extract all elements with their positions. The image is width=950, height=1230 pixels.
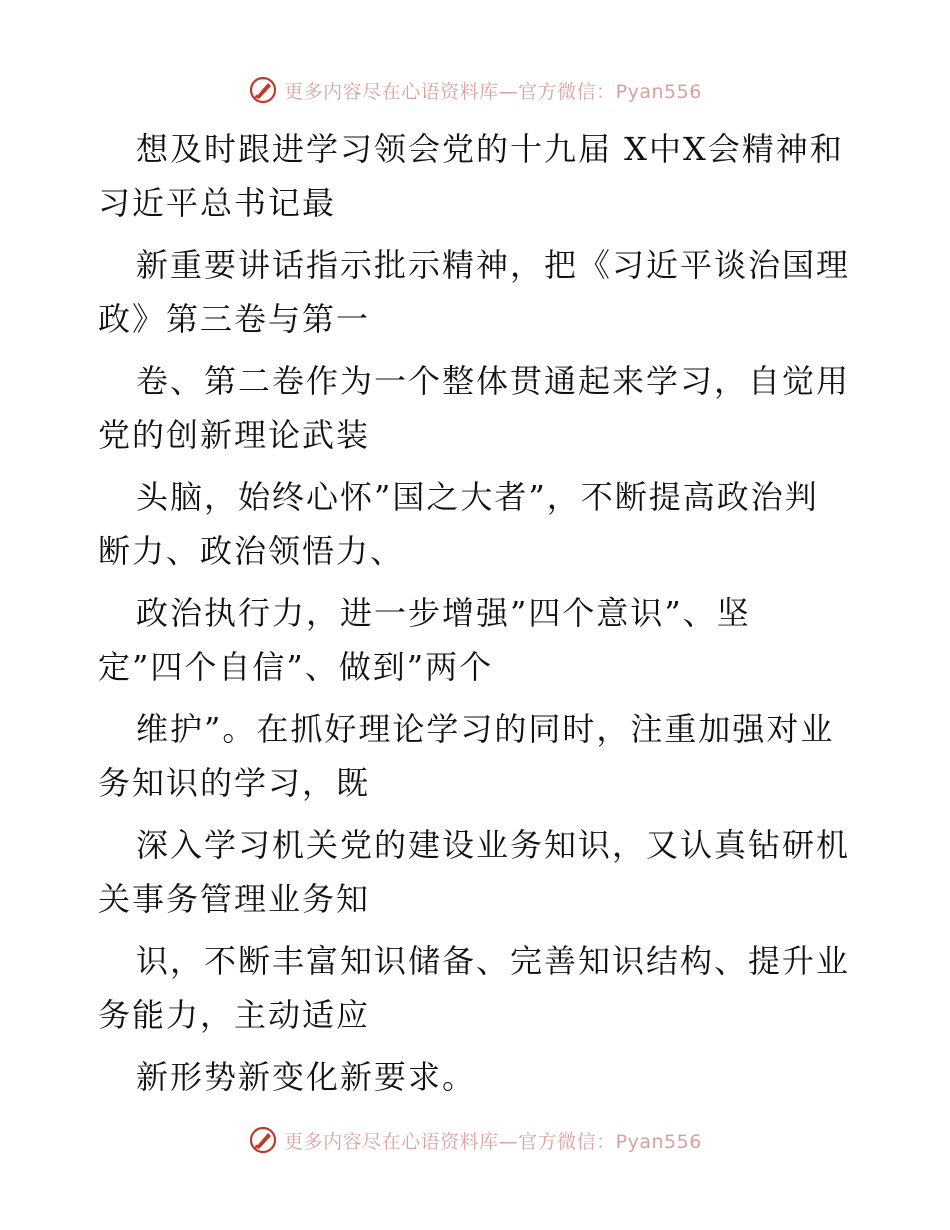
text-line-17: 新形势新变化新要求。 [136,1058,477,1096]
text-line-5: 卷、第二卷作为一个整体贯通起来学习，自觉用 [136,362,851,400]
text-line-2: 习近平总书记最 [98,184,337,222]
header-banner [0,70,950,110]
footer-banner-text: 更多内容尽在心语资料库—官方微信：Pyan556 [284,1130,702,1153]
quill-logo-icon [248,1125,278,1155]
text-line-12: 务知识的学习，既 [98,764,371,802]
text-line-7: 头脑，始终心怀”国之大者”，不断提高政治判 [136,478,819,516]
text-line-14: 关事务管理业务知 [98,880,371,918]
text-line-4: 政》第三卷与第一 [98,300,371,338]
text-line-16: 务能力，主动适应 [98,996,371,1034]
text-line-3: 新重要讲话指示批示精神，把《习近平谈治国理 [136,246,851,284]
header-banner-text: 更多内容尽在心语资料库—官方微信：Pyan556 [284,80,702,103]
text-line-13: 深入学习机关党的建设业务知识，又认真钻研机 [136,826,851,864]
quill-logo-icon [248,75,278,105]
body-text [98,122,858,1104]
text-line-9: 政治执行力，进一步增强”四个意识”、坚 [136,594,751,632]
text-line-1: 想及时跟进学习领会党的十九届 X中X会精神和 [136,130,844,168]
text-line-15: 识，不断丰富知识储备、完善知识结构、提升业 [136,942,851,980]
footer-banner [0,1120,950,1160]
text-line-10: 定”四个自信”、做到”两个 [98,648,494,686]
text-line-8: 断力、政治领悟力、 [98,532,405,570]
text-line-11: 维护”。在抓好理论学习的同时，注重加强对业 [136,710,835,748]
text-line-6: 党的创新理论武装 [98,416,371,454]
